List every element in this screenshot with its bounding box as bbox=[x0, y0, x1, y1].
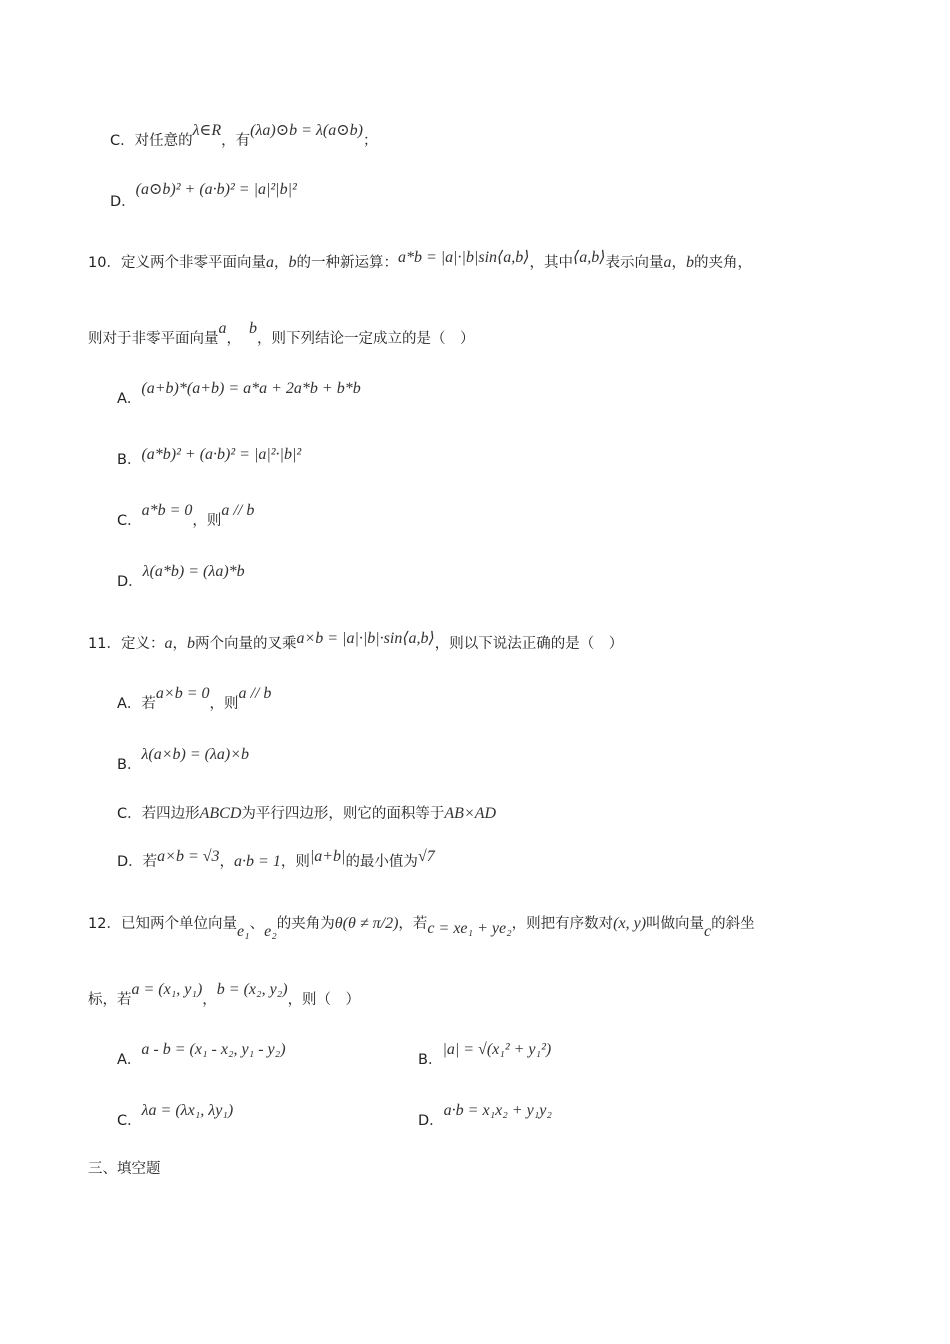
q9-option-c bbox=[110, 122, 378, 151]
math-expr: ⟨a,b⟩ bbox=[573, 249, 606, 266]
option-text: ，则 bbox=[209, 696, 239, 712]
math-expr: a·b = x₁x₂ + y₁y₂ bbox=[443, 1102, 552, 1119]
math-expr: c = xe₁ + ye₂ bbox=[427, 920, 512, 937]
option-label: C． bbox=[117, 1113, 142, 1129]
question-text: ，则把有序数对 bbox=[511, 916, 614, 932]
math-var: e₁ bbox=[236, 923, 250, 940]
math-var: c bbox=[704, 923, 712, 940]
question-text: ，若 bbox=[398, 916, 428, 932]
option-label: C． bbox=[117, 513, 142, 529]
option-text: ； bbox=[362, 133, 378, 149]
question-text: ， bbox=[273, 255, 289, 271]
math-expr: a*b = 0 bbox=[141, 502, 193, 519]
option-text: ，则 bbox=[280, 854, 310, 870]
math-expr: a·b = 1 bbox=[234, 853, 281, 870]
q10-stem-line1 bbox=[88, 249, 752, 273]
math-expr: AB×AD bbox=[444, 805, 497, 822]
math-var: a bbox=[663, 254, 672, 271]
option-label: D． bbox=[117, 854, 143, 870]
math-expr: |a+b| bbox=[309, 848, 346, 865]
math-var: a bbox=[265, 254, 274, 271]
question-text: 叫做向量 bbox=[646, 916, 705, 932]
question-text: 11．定义： bbox=[88, 636, 165, 652]
math-expr: (λa)⊙b = λ(a⊙b) bbox=[250, 122, 363, 139]
question-text: ，则下列结论一定成立的是（ ） bbox=[257, 331, 475, 347]
math-expr: (a*b)² + (a·b)² = |a|²·|b|² bbox=[141, 446, 302, 463]
question-text: 的夹角， bbox=[693, 255, 752, 271]
question-text: 两个向量的叉乘 bbox=[194, 636, 297, 652]
option-text: 若 bbox=[141, 696, 156, 712]
math-expr: (x, y) bbox=[613, 915, 647, 932]
option-label: C． bbox=[117, 806, 142, 822]
math-var: b bbox=[186, 635, 195, 652]
q11-option-a bbox=[117, 685, 272, 714]
question-text: ，则以下说法正确的是（ ） bbox=[434, 636, 624, 652]
option-label: B． bbox=[117, 452, 142, 468]
math-expr: λa = (λx₁, λy₁) bbox=[141, 1102, 234, 1119]
option-label: A． bbox=[117, 1052, 142, 1068]
option-text: 对任意的 bbox=[134, 133, 193, 149]
option-label: D． bbox=[418, 1113, 444, 1129]
math-expr: λ∈R bbox=[192, 122, 222, 139]
option-label: D． bbox=[117, 574, 143, 590]
math-expr: √7 bbox=[417, 848, 435, 865]
q11-option-c bbox=[117, 803, 496, 824]
math-expr: θ(θ ≠ π/2) bbox=[334, 915, 399, 932]
math-expr: a×b = |a|·|b|·sin⟨a,b⟩ bbox=[296, 630, 435, 647]
option-label: D． bbox=[110, 194, 136, 210]
option-label: B． bbox=[117, 757, 142, 773]
math-expr: b = (x₂, y₂) bbox=[216, 981, 288, 998]
q11-option-b bbox=[117, 746, 250, 775]
q10-stem-line2 bbox=[88, 320, 475, 349]
math-expr: a = (x₁, y₁) bbox=[131, 981, 203, 998]
question-text: ， bbox=[226, 331, 241, 347]
question-text: ， bbox=[172, 636, 187, 652]
math-expr: ABCD bbox=[199, 805, 242, 822]
math-expr: a×b = √3 bbox=[157, 848, 220, 865]
q12-stem-line1 bbox=[88, 913, 755, 940]
question-text: 12．已知两个单位向量 bbox=[88, 916, 237, 932]
question-text: ，其中 bbox=[529, 255, 573, 271]
q12-option-a bbox=[117, 1041, 286, 1070]
option-label: C． bbox=[110, 133, 135, 149]
math-expr: a×b = 0 bbox=[155, 685, 210, 702]
q9-option-d bbox=[110, 181, 297, 212]
math-var: a bbox=[164, 635, 173, 652]
math-expr: λ(a×b) = (λa)×b bbox=[141, 746, 250, 763]
option-label: B． bbox=[418, 1052, 443, 1068]
math-var: e₂ bbox=[264, 923, 277, 940]
question-text: 的一种新运算： bbox=[296, 255, 398, 271]
option-text: 若 bbox=[142, 854, 158, 870]
question-text: 标，若 bbox=[88, 992, 132, 1008]
q10-option-c bbox=[117, 502, 255, 531]
q12-option-b bbox=[418, 1041, 552, 1070]
math-var: b bbox=[249, 320, 257, 337]
question-text: 的夹角为 bbox=[276, 916, 335, 932]
question-text: ， bbox=[671, 255, 686, 271]
math-expr: a // b bbox=[221, 502, 255, 519]
option-text: 为平行四边形，则它的面积等于 bbox=[241, 806, 445, 822]
math-expr: a // b bbox=[238, 685, 272, 702]
math-expr: λ(a*b) = (λa)*b bbox=[142, 563, 245, 580]
q10-option-d bbox=[117, 563, 245, 592]
question-text: 的斜坐 bbox=[711, 916, 755, 932]
option-text: ，有 bbox=[221, 133, 251, 149]
q12-option-d bbox=[418, 1102, 552, 1131]
math-expr: a*b = |a|·|b|sin⟨a,b⟩ bbox=[397, 249, 530, 266]
option-label: A． bbox=[117, 696, 142, 712]
question-text: 、 bbox=[249, 916, 265, 932]
q12-option-c bbox=[117, 1102, 234, 1131]
math-expr: a - b = (x₁ - x₂, y₁ - y₂) bbox=[141, 1041, 286, 1058]
math-var: b bbox=[685, 254, 694, 271]
option-text: 若四边形 bbox=[141, 806, 200, 822]
math-var: a bbox=[218, 320, 227, 337]
q10-option-b bbox=[117, 446, 302, 470]
math-expr: |a| = √(x₁² + y₁²) bbox=[442, 1041, 552, 1058]
option-label: A． bbox=[117, 391, 142, 407]
q10-option-a bbox=[117, 380, 361, 409]
math-var: b bbox=[288, 254, 297, 271]
math-expr: (a⊙b)² + (a·b)² = |a|²|b|² bbox=[135, 181, 297, 198]
math-expr: (a+b)*(a+b) = a*a + 2a*b + b*b bbox=[141, 380, 361, 397]
question-text: 则对于非零平面向量 bbox=[88, 331, 219, 347]
option-text: 的最小值为 bbox=[345, 854, 418, 870]
q11-stem bbox=[88, 630, 624, 654]
q11-option-d bbox=[117, 848, 435, 872]
question-text: 表示向量 bbox=[605, 255, 664, 271]
question-text: ，则（ ） bbox=[287, 992, 361, 1008]
option-text: ，则 bbox=[192, 513, 222, 529]
question-text: 10．定义两个非零平面向量 bbox=[88, 255, 266, 271]
question-text: ， bbox=[202, 992, 217, 1008]
q12-stem-line2 bbox=[88, 981, 361, 1010]
option-text: ， bbox=[219, 854, 235, 870]
section-heading-fill-in: 三、填空题 bbox=[88, 1161, 161, 1177]
